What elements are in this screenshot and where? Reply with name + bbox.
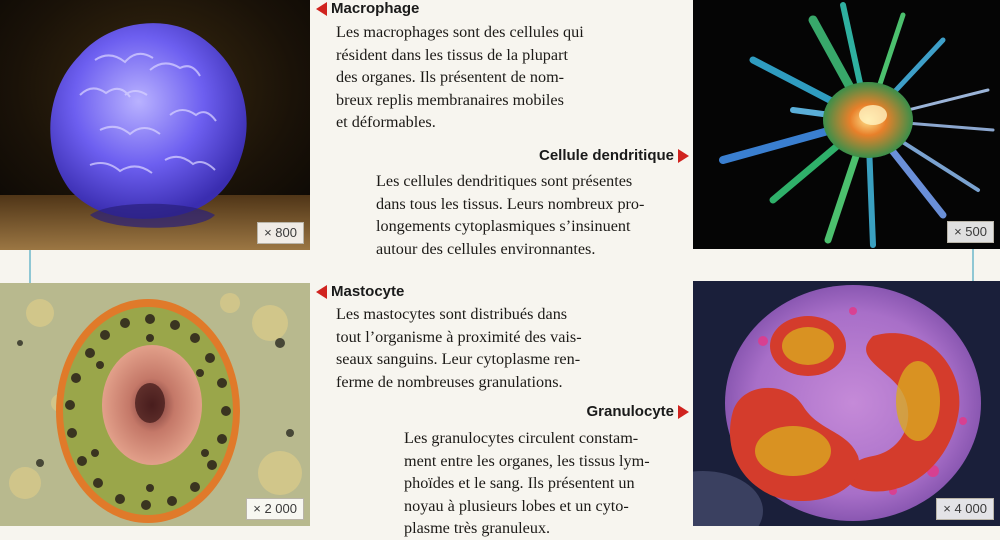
macrophage-line: Les macrophages sont des cellules qui [336, 23, 584, 41]
dendritic-line: longements cytoplasmiques s’insinuent [376, 217, 631, 236]
mastocyte-photo [0, 283, 310, 526]
pointer-left-icon [316, 2, 327, 16]
mastocyte-line: seaux sanguins. Leur cytoplasme ren- [336, 350, 581, 369]
mastocyte-title-text: Mastocyte [331, 283, 405, 300]
mastocyte-description [336, 303, 602, 393]
macrophage-title [316, 0, 419, 17]
dendritic-cell-photo [693, 0, 1000, 249]
granulocyte-photo [693, 281, 1000, 526]
dendritic-line: autour des cellules environnantes. [376, 239, 596, 258]
granulocyte-line: Les granulocytes circulent constam- [404, 429, 639, 447]
macrophage-title-text: Macrophage [331, 0, 420, 17]
macrophage-line: breux replis membranaires mobiles [336, 90, 564, 109]
dendritic-line: Les cellules dendritiques sont présentes [376, 172, 633, 190]
macrophage-line: des organes. Ils présentent de nom- [336, 68, 565, 87]
granulocyte-line: plasme très granuleux. [404, 519, 551, 538]
mastocyte-line: tout l’organisme à proximité des vais- [336, 327, 582, 346]
mastocyte-line: ferme de nombreuses granulations. [336, 372, 563, 391]
dendritic-description [376, 170, 665, 260]
granulocyte-line: ment entre les organes, les tissus lym- [404, 451, 650, 470]
macrophage-line: résident dans les tissus de la plupart [336, 45, 568, 64]
pointer-right-icon [678, 405, 689, 419]
mastocyte-magnification: × 2 000 [246, 498, 304, 520]
macrophage-photo [0, 0, 310, 250]
dendritic-line: dans tous les tissus. Leurs nombreux pro- [376, 194, 645, 213]
granulocyte-title [586, 403, 689, 420]
mastocyte-title [316, 283, 404, 300]
granulocyte-description [404, 427, 665, 540]
granulocyte-line: noyau à plusieurs lobes et un cyto- [404, 496, 629, 515]
macrophage-magnification: × 800 [257, 222, 304, 244]
macrophage-description [336, 21, 602, 134]
connector-right [972, 249, 974, 281]
connector-left [29, 250, 31, 284]
pointer-right-icon [678, 149, 689, 163]
pointer-left-icon [316, 285, 327, 299]
granulocyte-line: phoïdes et le sang. Ils présentent un [404, 474, 635, 493]
mastocyte-line: Les mastocytes sont distribués dans [336, 305, 568, 323]
dendritic-title [539, 147, 689, 164]
granulocyte-title-text: Granulocyte [586, 403, 674, 420]
macrophage-line: et déformables. [336, 113, 436, 132]
dendritic-magnification: × 500 [947, 221, 994, 243]
dendritic-title-text: Cellule dendritique [538, 147, 674, 164]
granulocyte-magnification: × 4 000 [936, 498, 994, 520]
